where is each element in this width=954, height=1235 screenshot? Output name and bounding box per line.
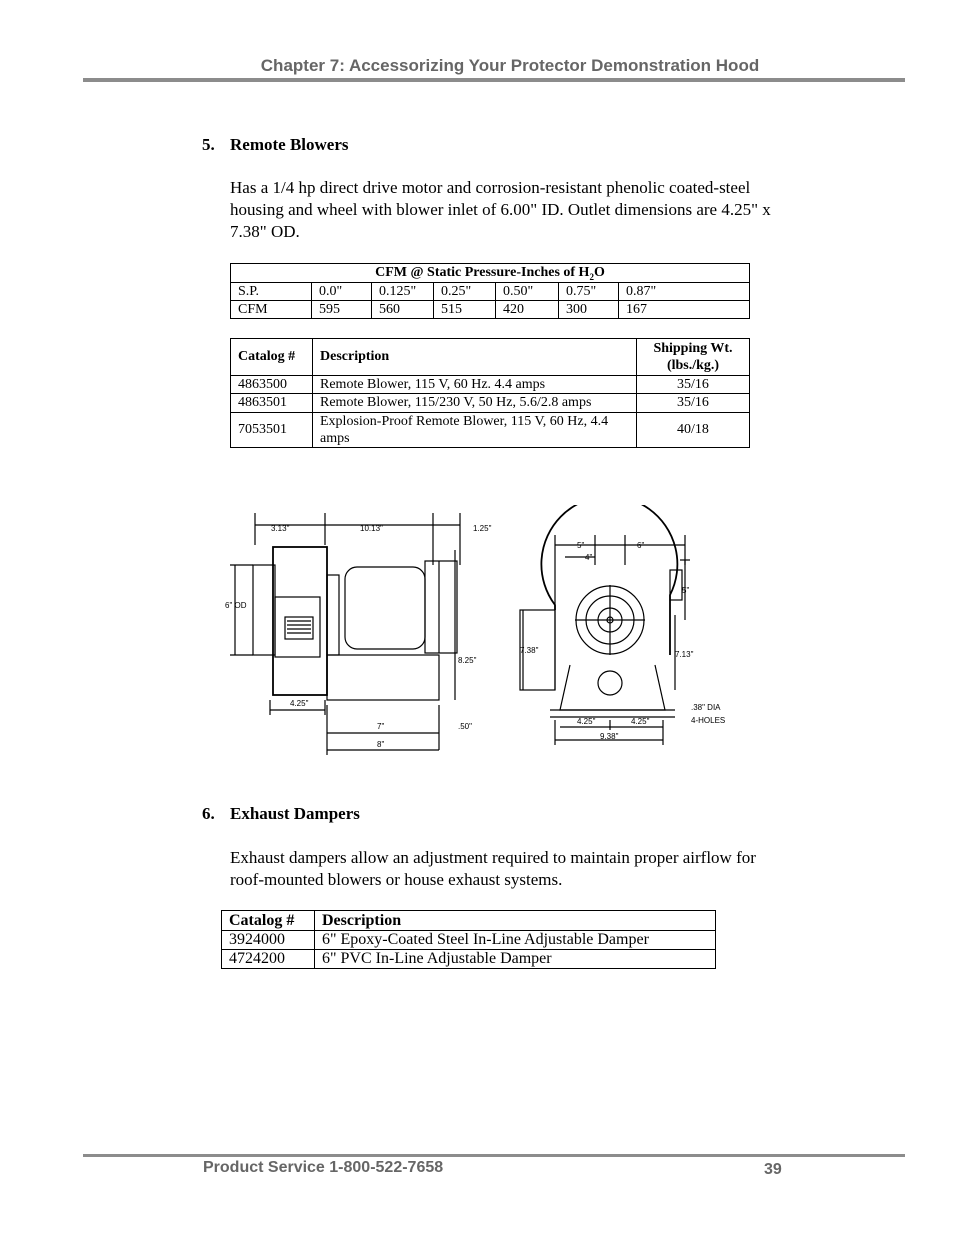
table-header: Description (313, 339, 637, 376)
dim-label: 10.13" (360, 524, 383, 533)
table-cell: 7053501 (231, 413, 313, 448)
dim-label: 9.38" (600, 732, 619, 741)
section-5-heading (202, 135, 349, 155)
table-header: Catalog # (222, 911, 315, 931)
header-rule (83, 78, 905, 82)
header-title: Chapter 7: Accessorizing Your Protector Demonstration Hood (260, 56, 760, 75)
dim-label: 5" (682, 586, 690, 595)
dim-label: 8" (377, 740, 385, 749)
damper-table (221, 910, 716, 969)
table-row (231, 376, 750, 394)
table-row (231, 283, 750, 301)
table-cell: 0.87" (619, 283, 750, 301)
table-cell: 6" PVC In-Line Adjustable Damper (315, 950, 716, 969)
table-cell: Remote Blower, 115 V, 60 Hz. 4.4 amps (313, 376, 637, 394)
table-header: Shipping Wt. (lbs./kg.) (637, 339, 750, 376)
dim-label: 4" (585, 553, 593, 562)
dim-label: 4.25" (631, 717, 650, 726)
table-cell: 0.50" (496, 283, 559, 301)
dim-label: 7" (377, 722, 385, 731)
table-cell: 167 (619, 301, 750, 319)
table-cell: 0.0" (312, 283, 372, 301)
table-cell: 40/18 (637, 413, 750, 448)
dim-label: 7.38" (520, 646, 539, 655)
table-cell: 420 (496, 301, 559, 319)
dim-label: 6" OD (225, 601, 247, 610)
table-cell: 4724200 (222, 950, 315, 969)
section-6-number: 6. (202, 804, 215, 823)
blower-dimension-drawing (215, 505, 735, 760)
table-cell: 4863500 (231, 376, 313, 394)
dim-label: 4-HOLES (691, 716, 726, 725)
cfm-table-title: CFM @ Static Pressure-Inches of $H_2O$ (231, 264, 750, 283)
section-5-number: 5. (202, 135, 215, 154)
table-row (222, 931, 716, 950)
table-cell: 595 (312, 301, 372, 319)
table-row (231, 413, 750, 448)
table-cell: 0.125" (372, 283, 434, 301)
dim-label: 4.25" (577, 717, 596, 726)
dim-label: 7.13" (675, 650, 694, 659)
table-cell: 4863501 (231, 394, 313, 413)
section-6-title: Exhaust Dampers (230, 804, 360, 823)
dim-label: 5" (577, 541, 585, 550)
end-view (520, 505, 690, 745)
table-cell: 3924000 (222, 931, 315, 950)
table-row (231, 394, 750, 413)
blower-table (230, 338, 750, 448)
footer-rule (83, 1154, 905, 1157)
dim-label: .50" (458, 722, 472, 731)
footer-service: Product Service 1-800-522-7658 (203, 1159, 444, 1176)
table-row (231, 301, 750, 319)
side-view (230, 513, 460, 755)
table-cell: Explosion-Proof Remote Blower, 115 V, 60 Hz, 4.4 amps (313, 413, 637, 448)
section-5-body: Has a 1/4 hp direct drive motor and corrosion-resistant phenolic coated-steel housing and wheel with blower inlet of 6.00" ID. Outlet dimensions are 4.25" x 7.38" OD. (230, 178, 771, 241)
table-cell: 35/16 (637, 394, 750, 413)
dim-label: 4.25" (290, 699, 309, 708)
page-header (0, 56, 954, 76)
table-cell: 0.25" (434, 283, 496, 301)
table-cell: 515 (434, 301, 496, 319)
table-header: Catalog # (231, 339, 313, 376)
section-6-heading (202, 804, 360, 824)
table-cell: 300 (559, 301, 619, 319)
section-5-title: Remote Blowers (230, 135, 349, 154)
table-cell: 560 (372, 301, 434, 319)
table-cell: 35/16 (637, 376, 750, 394)
dim-label: 6" (637, 541, 645, 550)
table-header: Description (315, 911, 716, 931)
table-cell: 0.75" (559, 283, 619, 301)
table-cell: S.P. (231, 283, 312, 301)
dim-label: 8.25" (458, 656, 477, 665)
section-6-body: Exhaust dampers allow an adjustment required to maintain proper airflow for roof-mounted blowers or house exhaust systems. (230, 848, 756, 889)
table-row (222, 950, 716, 969)
table-cell: Remote Blower, 115/230 V, 50 Hz, 5.6/2.8 amps (313, 394, 637, 413)
cfm-table (230, 263, 750, 319)
table-cell: CFM (231, 301, 312, 319)
page-number: 39 (764, 1161, 782, 1178)
dim-label: 1.25" (473, 524, 492, 533)
dim-label: .38" DIA (691, 703, 721, 712)
table-cell: 6" Epoxy-Coated Steel In-Line Adjustable Damper (315, 931, 716, 950)
dim-label: 3.13" (271, 524, 290, 533)
